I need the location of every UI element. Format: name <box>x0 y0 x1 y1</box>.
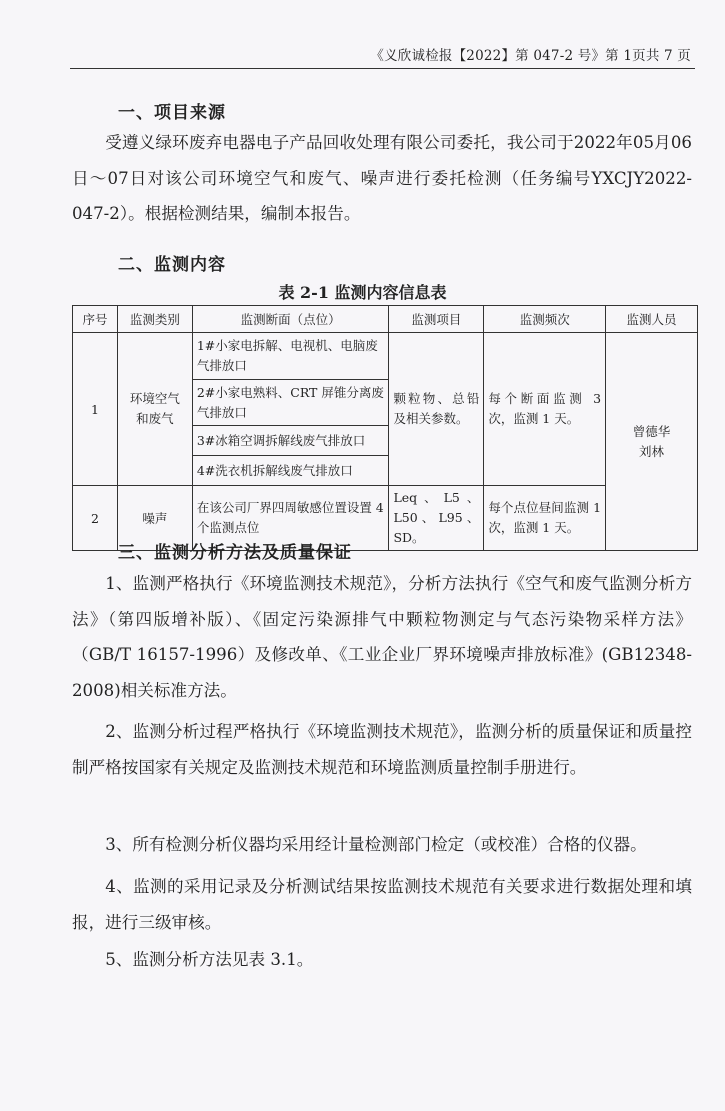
methods-paragraph-2: 2、监测分析过程严格执行《环境监测技术规范》，监测分析的质量保证和质量控制严格按国家有关规定及监测技术规范和环境监测质量控制手册进行。 <box>72 722 692 777</box>
header-cell: 序号 <box>73 306 118 333</box>
row-number: 2 <box>73 486 118 551</box>
point-cell: 4#洗衣机拆解线废气排放口 <box>192 456 389 486</box>
page-header: 《义欣诚检报【2022】第 047-2 号》第 1页共 7 页 <box>370 48 691 64</box>
header-cell: 监测人员 <box>606 306 698 333</box>
methods-paragraph-4: 4、监测的采用记录及分析测试结果按监测技术规范有关要求进行数据处理和填报，进行三级审核。 <box>72 877 692 932</box>
frequency-cell: 每个点位昼间监测 1 次，监测 1 天。 <box>484 486 606 551</box>
point-cell: 在该公司厂界四周敏感位置设置 4 个监测点位 <box>192 486 389 551</box>
methods-paragraph-3: 3、所有检测分析仪器均采用经计量检测部门检定（或校准）合格的仪器。 <box>105 835 647 854</box>
row-number: 1 <box>73 333 118 486</box>
header-cell: 监测断面（点位） <box>192 306 389 333</box>
category-cell: 环境空气和废气 <box>117 333 192 486</box>
header-cell: 监测频次 <box>484 306 606 333</box>
items-cell: Leq、L5、L50、L95、SD。 <box>389 486 484 551</box>
point-cell: 3#冰箱空调拆解线废气排放口 <box>192 426 389 456</box>
section-title-methods-qa: 三、监测分析方法及质量保证 <box>118 543 352 563</box>
point-cell: 1#小家电拆解、电视机、电脑废气排放口 <box>192 333 389 380</box>
project-source-paragraph: 受遵义绿环废弃电器电子产品回收处理有限公司委托，我公司于2022年05月06日～07日对该公司环境空气和废气、噪声进行委托检测（任务编号YXCJY2022-047-2）。根据检测结果，编制本报告。 <box>72 133 692 223</box>
section-title-project-source: 一、项目来源 <box>118 103 226 123</box>
category-cell: 噪声 <box>117 486 192 551</box>
header-cell: 监测类别 <box>117 306 192 333</box>
table-header-row <box>73 306 698 333</box>
monitoring-info-table <box>72 305 698 551</box>
table-caption: 表 2-1 监测内容信息表 <box>278 283 447 302</box>
frequency-cell: 每个断面监测 3 次，监测 1 天。 <box>484 333 606 486</box>
methods-paragraph-1: 1、监测严格执行《环境监测技术规范》，分析方法执行《空气和废气监测分析方法》（第四版增补版）、《固定污染源排气中颗粒物测定与气态污染物采样方法》（GB/T 16157-1996）及修改单、《工业企业厂界环境噪声排放标准》(GB12348-2008)相关标准方法。 <box>72 574 692 700</box>
header-rule <box>70 68 695 69</box>
table-row <box>73 333 698 380</box>
items-cell: 颗粒物、总铅及相关参数。 <box>389 333 484 486</box>
header-cell: 监测项目 <box>389 306 484 333</box>
methods-paragraph-5: 5、监测分析方法见表 3.1。 <box>105 950 314 969</box>
personnel-cell: 曾德华 刘林 <box>606 333 698 551</box>
section-title-monitoring-content: 二、监测内容 <box>118 255 226 275</box>
point-cell: 2#小家电熟料、CRT 屏锥分离废气排放口 <box>192 380 389 426</box>
